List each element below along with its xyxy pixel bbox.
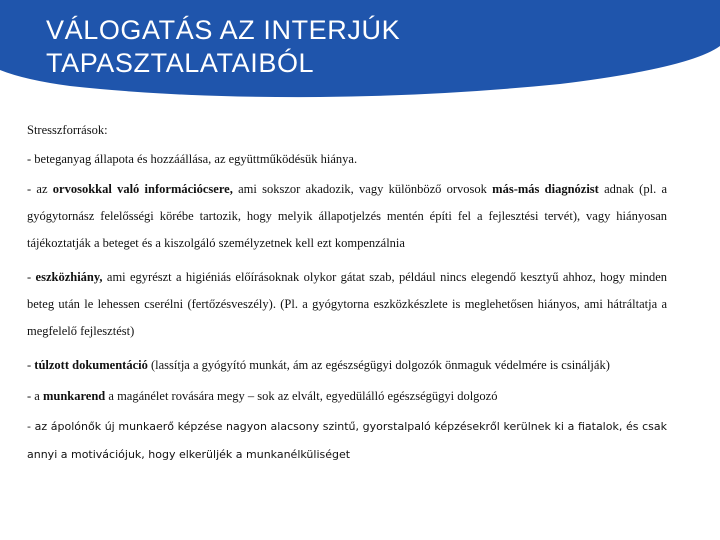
bullet-emphasis: munkarend xyxy=(42,389,106,403)
bullet-text: a magánélet rovására megy – sok az elvált, egyedülálló egészségügyi dolgozó xyxy=(105,389,498,403)
bullet-text: (lassítja a gyógyító munkát, ám az egészségügyi dolgozók önmaguk védelmére is csinálják) xyxy=(147,358,610,372)
bullet-text: - az ápolónők új munkaerő képzése nagyon alacsony szintű, gyorstalpaló képzésekről kerülnek ki a fiatalok, és csak annyi a motivációjuk, hogy elkerüljék a munkanélküliséget xyxy=(27,420,667,461)
bullet-text: adnak (pl. a gyógytornász felelősségi körébe tartozik, hogy melyik állapotjelzés mentén építi fel a fejlesztési tervét), vagy hiányosan tájékoztatják a beteget és a kiszolgáló személyzetnek kell ezt kompenzálnia xyxy=(27,182,668,250)
bullet-item-documentation xyxy=(27,352,667,379)
slide-body xyxy=(27,120,667,476)
bullet-text: - beteganyag állapota és hozzáállása, az együttműködésük hiánya. xyxy=(27,152,358,166)
bullet-text: ami sokszor akadozik, vagy különböző orvosok xyxy=(232,182,493,196)
bullet-text: - a xyxy=(27,389,43,403)
bullet-text: - az xyxy=(27,182,53,196)
bullet-emphasis: más-más diagnózist xyxy=(492,182,599,196)
bullet-emphasis: orvosokkal való információcsere, xyxy=(52,182,233,196)
bullet-item-nurse-training xyxy=(27,413,667,469)
bullet-item-information-exchange xyxy=(27,176,667,257)
title-banner xyxy=(0,0,720,100)
bullet-emphasis: eszközhiány, xyxy=(35,270,103,284)
bullet-emphasis: túlzott dokumentáció xyxy=(34,358,148,372)
bullet-text: - xyxy=(27,270,36,284)
bullet-item-equipment-shortage xyxy=(27,264,667,345)
bullet-text: ami egyrészt a higiéniás előírásoknak olykor gátat szab, például nincs elegendő kesztyű ahhoz, hogy minden beteg után le lehessen cserélni (fertőzésveszély). (Pl. a gyógytorna eszközkészlete is meglehetősen hiányos, ami hátráltatja a megfelelő fejlesztést) xyxy=(27,270,668,338)
bullet-item-patients xyxy=(27,149,667,169)
bullet-item-work-schedule xyxy=(27,386,667,406)
slide-title: VÁLOGATÁS AZ INTERJÚK TAPASZTALATAIBÓL xyxy=(46,15,401,78)
bullet-text: - xyxy=(27,358,35,372)
section-heading: Stresszforrások: xyxy=(27,123,108,137)
